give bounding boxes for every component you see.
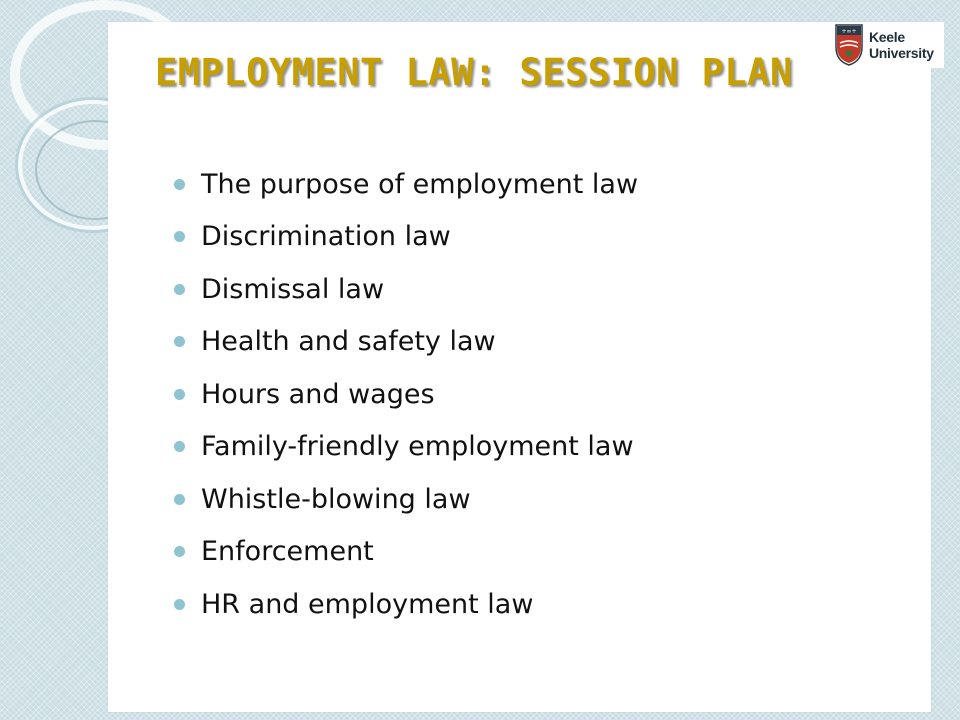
list-item [174,158,874,211]
bullet-icon [174,599,185,610]
bullet-icon [174,179,185,190]
svg-text:+∞+: +∞+ [841,28,857,35]
bullet-icon [174,494,185,505]
list-item-text: Discrimination law [201,221,451,253]
list-item [174,473,874,526]
list-item-text: Dismissal law [201,273,385,305]
bullet-icon [174,389,185,400]
list-item-text: Family-friendly employment law [201,431,634,463]
list-item [174,263,874,316]
list-item [174,526,874,579]
list-item [174,578,874,631]
slide-title: EMPLOYMENT LAW: SESSION PLAN [155,51,793,94]
session-plan-list [174,158,874,631]
university-logo [832,22,944,68]
list-item [174,421,874,474]
crest-icon [834,23,864,67]
list-item [174,316,874,369]
bullet-icon [174,231,185,242]
logo-line-2: University [869,45,934,61]
logo-line-1: Keele [869,29,905,45]
list-item-text: Whistle-blowing law [201,483,471,515]
bullet-icon [174,441,185,452]
list-item [174,211,874,264]
bullet-icon [174,546,185,557]
list-item-text: Hours and wages [201,378,435,410]
bullet-icon [174,284,185,295]
list-item [174,368,874,421]
list-item-text: The purpose of employment law [201,168,639,200]
list-item-text: HR and employment law [201,588,534,620]
bullet-icon [174,336,185,347]
list-item-text: Enforcement [201,536,374,568]
list-item-text: Health and safety law [201,326,496,358]
